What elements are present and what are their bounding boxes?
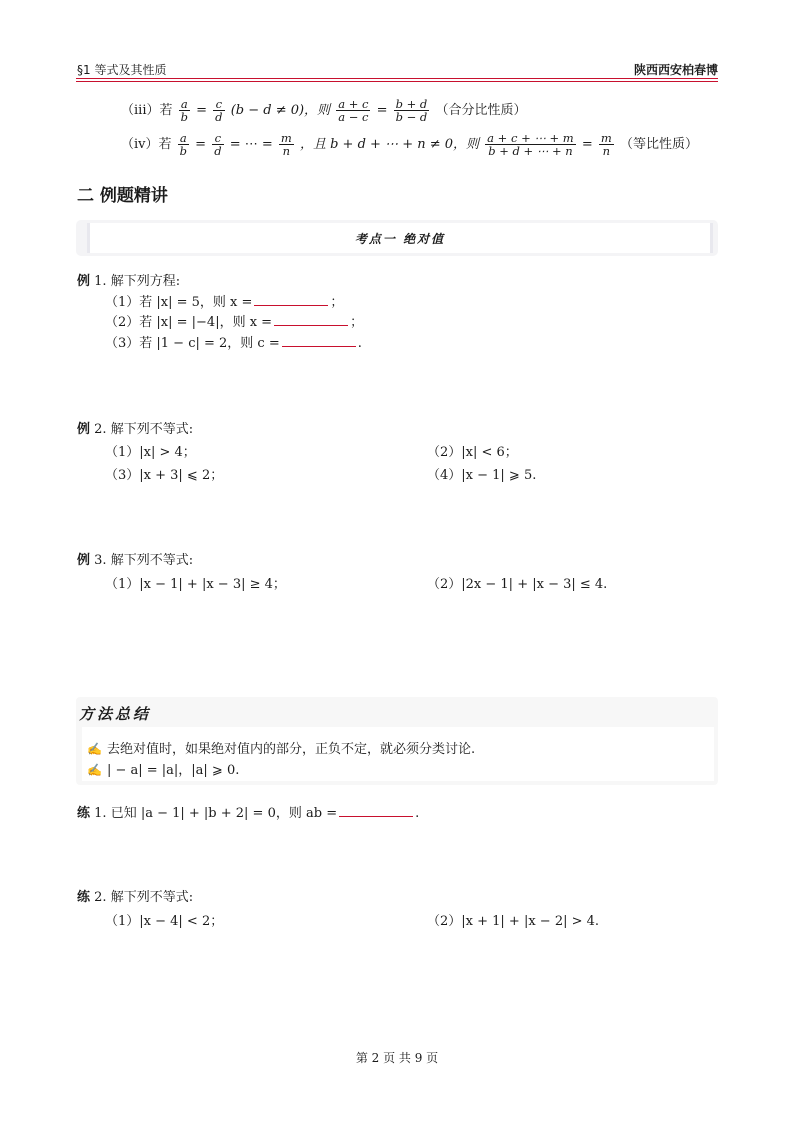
example-2-item-3: （3）|x + 3| ⩽ 2；	[105, 468, 224, 483]
answer-blank[interactable]	[274, 313, 348, 326]
fraction-c-d: $\frac{c}{d}$	[214, 131, 222, 159]
practice-2-item-1: （1）|x − 4| < 2；	[105, 914, 224, 929]
fraction-apc-amc: $\frac{a + c}{a - c}$	[338, 97, 369, 125]
example-1-item-1: （1）若 |x| = 5，则 x = ；	[105, 295, 344, 310]
practice-1: 练 1. 已知 |a − 1| + |b + 2| = 0，则 ab = .	[77, 806, 420, 821]
example-2-item-1: （1）|x| > 4；	[105, 445, 196, 460]
header-rule-thin	[76, 81, 718, 82]
example-1-title: 例 1. 解下列方程:	[77, 274, 181, 289]
fraction-c-d: $\frac{c}{d}$	[215, 97, 223, 125]
example-3-title: 例 3. 解下列不等式:	[77, 553, 194, 568]
fraction-a-b: $\frac{a}{b}$	[179, 131, 188, 159]
method-summary-title: 方法总结	[79, 705, 152, 723]
example-2-title: 例 2. 解下列不等式:	[77, 422, 194, 437]
header-section: §1 等式及其性质	[77, 63, 167, 77]
example-3-item-2: （2）|2x − 1| + |x − 3| ≤ 4.	[427, 577, 608, 592]
pen-icon: ✍	[87, 742, 102, 756]
topic-title: 考点一 绝对值	[87, 223, 713, 253]
fraction-bpd-bmd: $\frac{b + d}{b - d}$	[395, 97, 428, 125]
header-author: 陕西西安柏春博	[633, 63, 718, 77]
answer-blank[interactable]	[339, 804, 413, 817]
fraction-m-n: $\frac{m}{n}$	[280, 131, 292, 159]
example-3-item-1: （1）|x − 1| + |x − 3| ≥ 4；	[105, 577, 286, 592]
example-1-item-3: （3）若 |1 − c| = 2，则 c = .	[105, 336, 362, 351]
answer-blank[interactable]	[282, 334, 356, 347]
method-item-2: ✍ | − a| = |a|，|a| ⩾ 0.	[87, 763, 240, 778]
practice-2-title: 练 2. 解下列不等式:	[77, 890, 194, 905]
answer-blank[interactable]	[254, 293, 328, 306]
fraction-sum-ratio: $\frac{a + c + \cdots + m}{b + d + \cdots + n}$	[487, 131, 574, 159]
example-1-item-2: （2）若 |x| = |−4|，则 x = ；	[105, 315, 364, 330]
example-2-item-2: （2）|x| < 6；	[427, 445, 518, 460]
property-iii: （iii）若 $\frac{a}{b}$ = $\frac{c}{d}$ (b − d ≠ 0)，则 $\frac{a + c}{a - c}$ = $\frac{b + d}{b - d}$ （合分比性质）	[121, 97, 527, 125]
method-item-1: ✍ 去绝对值时，如果绝对值内的部分，正负不定，就必须分类讨论.	[87, 742, 476, 757]
pen-icon: ✍	[87, 763, 102, 777]
property-iv: （iv）若 $\frac{a}{b}$ = $\frac{c}{d}$ = ⋯ = $\frac{m}{n}$ ，且 b + d + ⋯ + n ≠ 0，则 $\frac{a + c + \cdots + m}{b + d + \cdots + n}$ = $\frac{m}{n}$ （等比性质）	[121, 131, 698, 159]
header-rule-thick	[76, 78, 718, 79]
fraction-a-b: $\frac{a}{b}$	[180, 97, 188, 125]
page-number: 第 2 页 共 9 页	[355, 1051, 439, 1065]
example-2-item-4: （4）|x − 1| ⩾ 5.	[427, 468, 537, 483]
practice-2-item-2: （2）|x + 1| + |x − 2| > 4.	[427, 914, 600, 929]
section-title: 二 例题精讲	[77, 186, 168, 206]
fraction-m-n-result: $\frac{m}{n}$	[600, 131, 612, 159]
